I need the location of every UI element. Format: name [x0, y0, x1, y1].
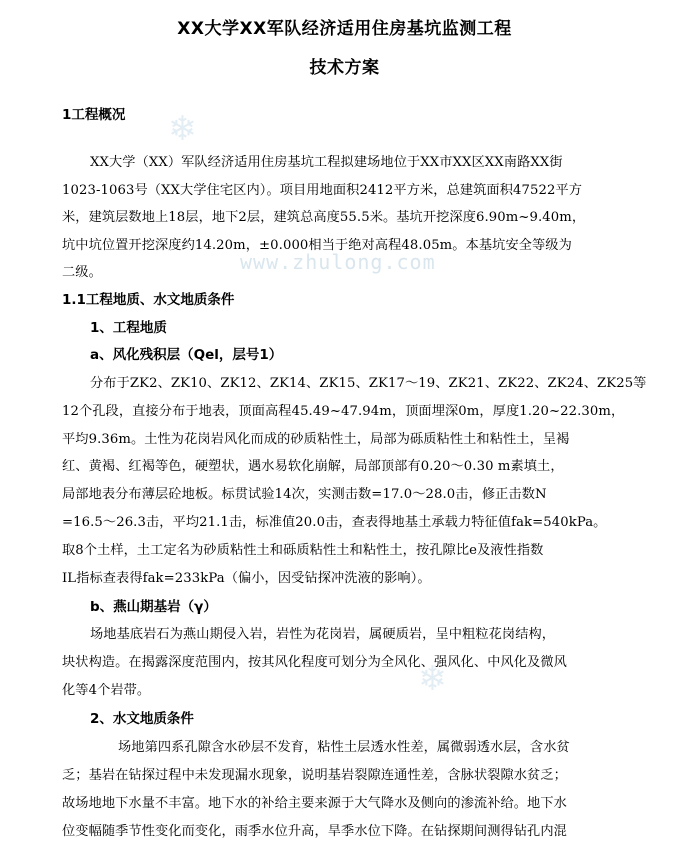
- document-title: XX大学XX军队经济适用住房基坑监测工程: [177, 19, 512, 39]
- paragraph-line: 位变幅随季节性变化而变化，雨季水位升高，旱季水位下降。在钻探期间测得钻孔内混: [62, 824, 567, 839]
- section-heading-1-1: 1.1工程地质、水文地质条件: [62, 292, 235, 308]
- paragraph-line: 红、黄褐、红褐等色，硬塑状，遇水易软化崩解，局部顶部有0.20～0.30 m素填土，: [62, 459, 564, 474]
- paragraph-line: 分布于ZK2、ZK10、ZK12、ZK14、ZK15、ZK17～19、ZK21、ZK22、ZK24、ZK25等: [90, 376, 647, 391]
- snowflake-icon: ❄: [418, 659, 447, 699]
- paragraph-line: 场地基底岩石为燕山期侵入岩，岩性为花岗岩，属硬质岩，呈中粗粒花岗结构，: [90, 627, 556, 642]
- subheading-weathered-layer: a、风化残积层（Qel，层号1）: [90, 347, 283, 363]
- subheading-engineering-geology: 1、工程地质: [90, 320, 167, 336]
- paragraph-line: =16.5～26.3击，平均21.1击，标准值20.0击，查表得地基土承载力特征值fak=540kPa。: [62, 515, 607, 530]
- section-heading-1: 1工程概况: [62, 107, 126, 123]
- subheading-bedrock: b、燕山期基岩（γ）: [90, 599, 217, 615]
- paragraph-line: 故场地地下水量不丰富。地下水的补给主要来源于大气降水及侧向的渗流补给。地下水: [62, 796, 567, 811]
- snowflake-icon: ❄: [168, 109, 197, 149]
- document-subtitle: 技术方案: [309, 58, 380, 78]
- paragraph-line: 化等4个岩带。: [62, 683, 151, 698]
- paragraph-line: XX大学（XX）军队经济适用住房基坑工程拟建场地位于XX市XX区XX南路XX街: [90, 155, 563, 170]
- paragraph-line: 二级。: [62, 265, 102, 280]
- paragraph-line: 乏；基岩在钻探过程中未发现漏水现象，说明基岩裂隙连通性差，含脉状裂隙水贫乏；: [62, 768, 567, 783]
- paragraph-line: 12个孔段，直接分布于地表，顶面高程45.49~47.94m，顶面埋深0m，厚度1.20~22.30m，: [62, 404, 625, 419]
- paragraph-line: 局部地表分布薄层砼地板。标贯试验14次，实测击数=17.0～28.0击，修正击数N: [62, 487, 547, 502]
- subheading-hydrogeology: 2、水文地质条件: [90, 711, 194, 727]
- paragraph-line: 平均9.36m。土性为花岗岩风化而成的砂质粘性土，局部为砾质粘性土和粘性土，呈褐: [62, 432, 570, 447]
- paragraph-line: 取8个土样，土工定名为砂质粘性土和砾质粘性土和粘性土，按孔隙比e及液性指数: [62, 543, 544, 558]
- paragraph-line: 米，建筑层数地上18层，地下2层，建筑总高度55.5米。基坑开挖深度6.90m~9.40m，: [62, 210, 586, 225]
- paragraph-line: 1023-1063号（XX大学住宅区内）。项目用地面积2412平方米，总建筑面积47522平方: [62, 183, 583, 198]
- paragraph-line: 场地第四系孔隙含水砂层不发育，粘性土层透水性差，属微弱透水层，含水贫: [118, 740, 570, 755]
- paragraph-line: 坑中坑位置开挖深度约14.20m，±0.000相当于绝对高程48.05m。本基坑安全等级为: [62, 238, 572, 253]
- paragraph-line: 块状构造。在揭露深度范围内，按其风化程度可划分为全风化、强风化、中风化及微风: [62, 655, 567, 670]
- watermark-text: www.zhulong.com: [240, 250, 436, 274]
- paragraph-line: IL指标查表得fak=233kPa（偏小，因受钻探冲洗液的影响）。: [62, 571, 431, 586]
